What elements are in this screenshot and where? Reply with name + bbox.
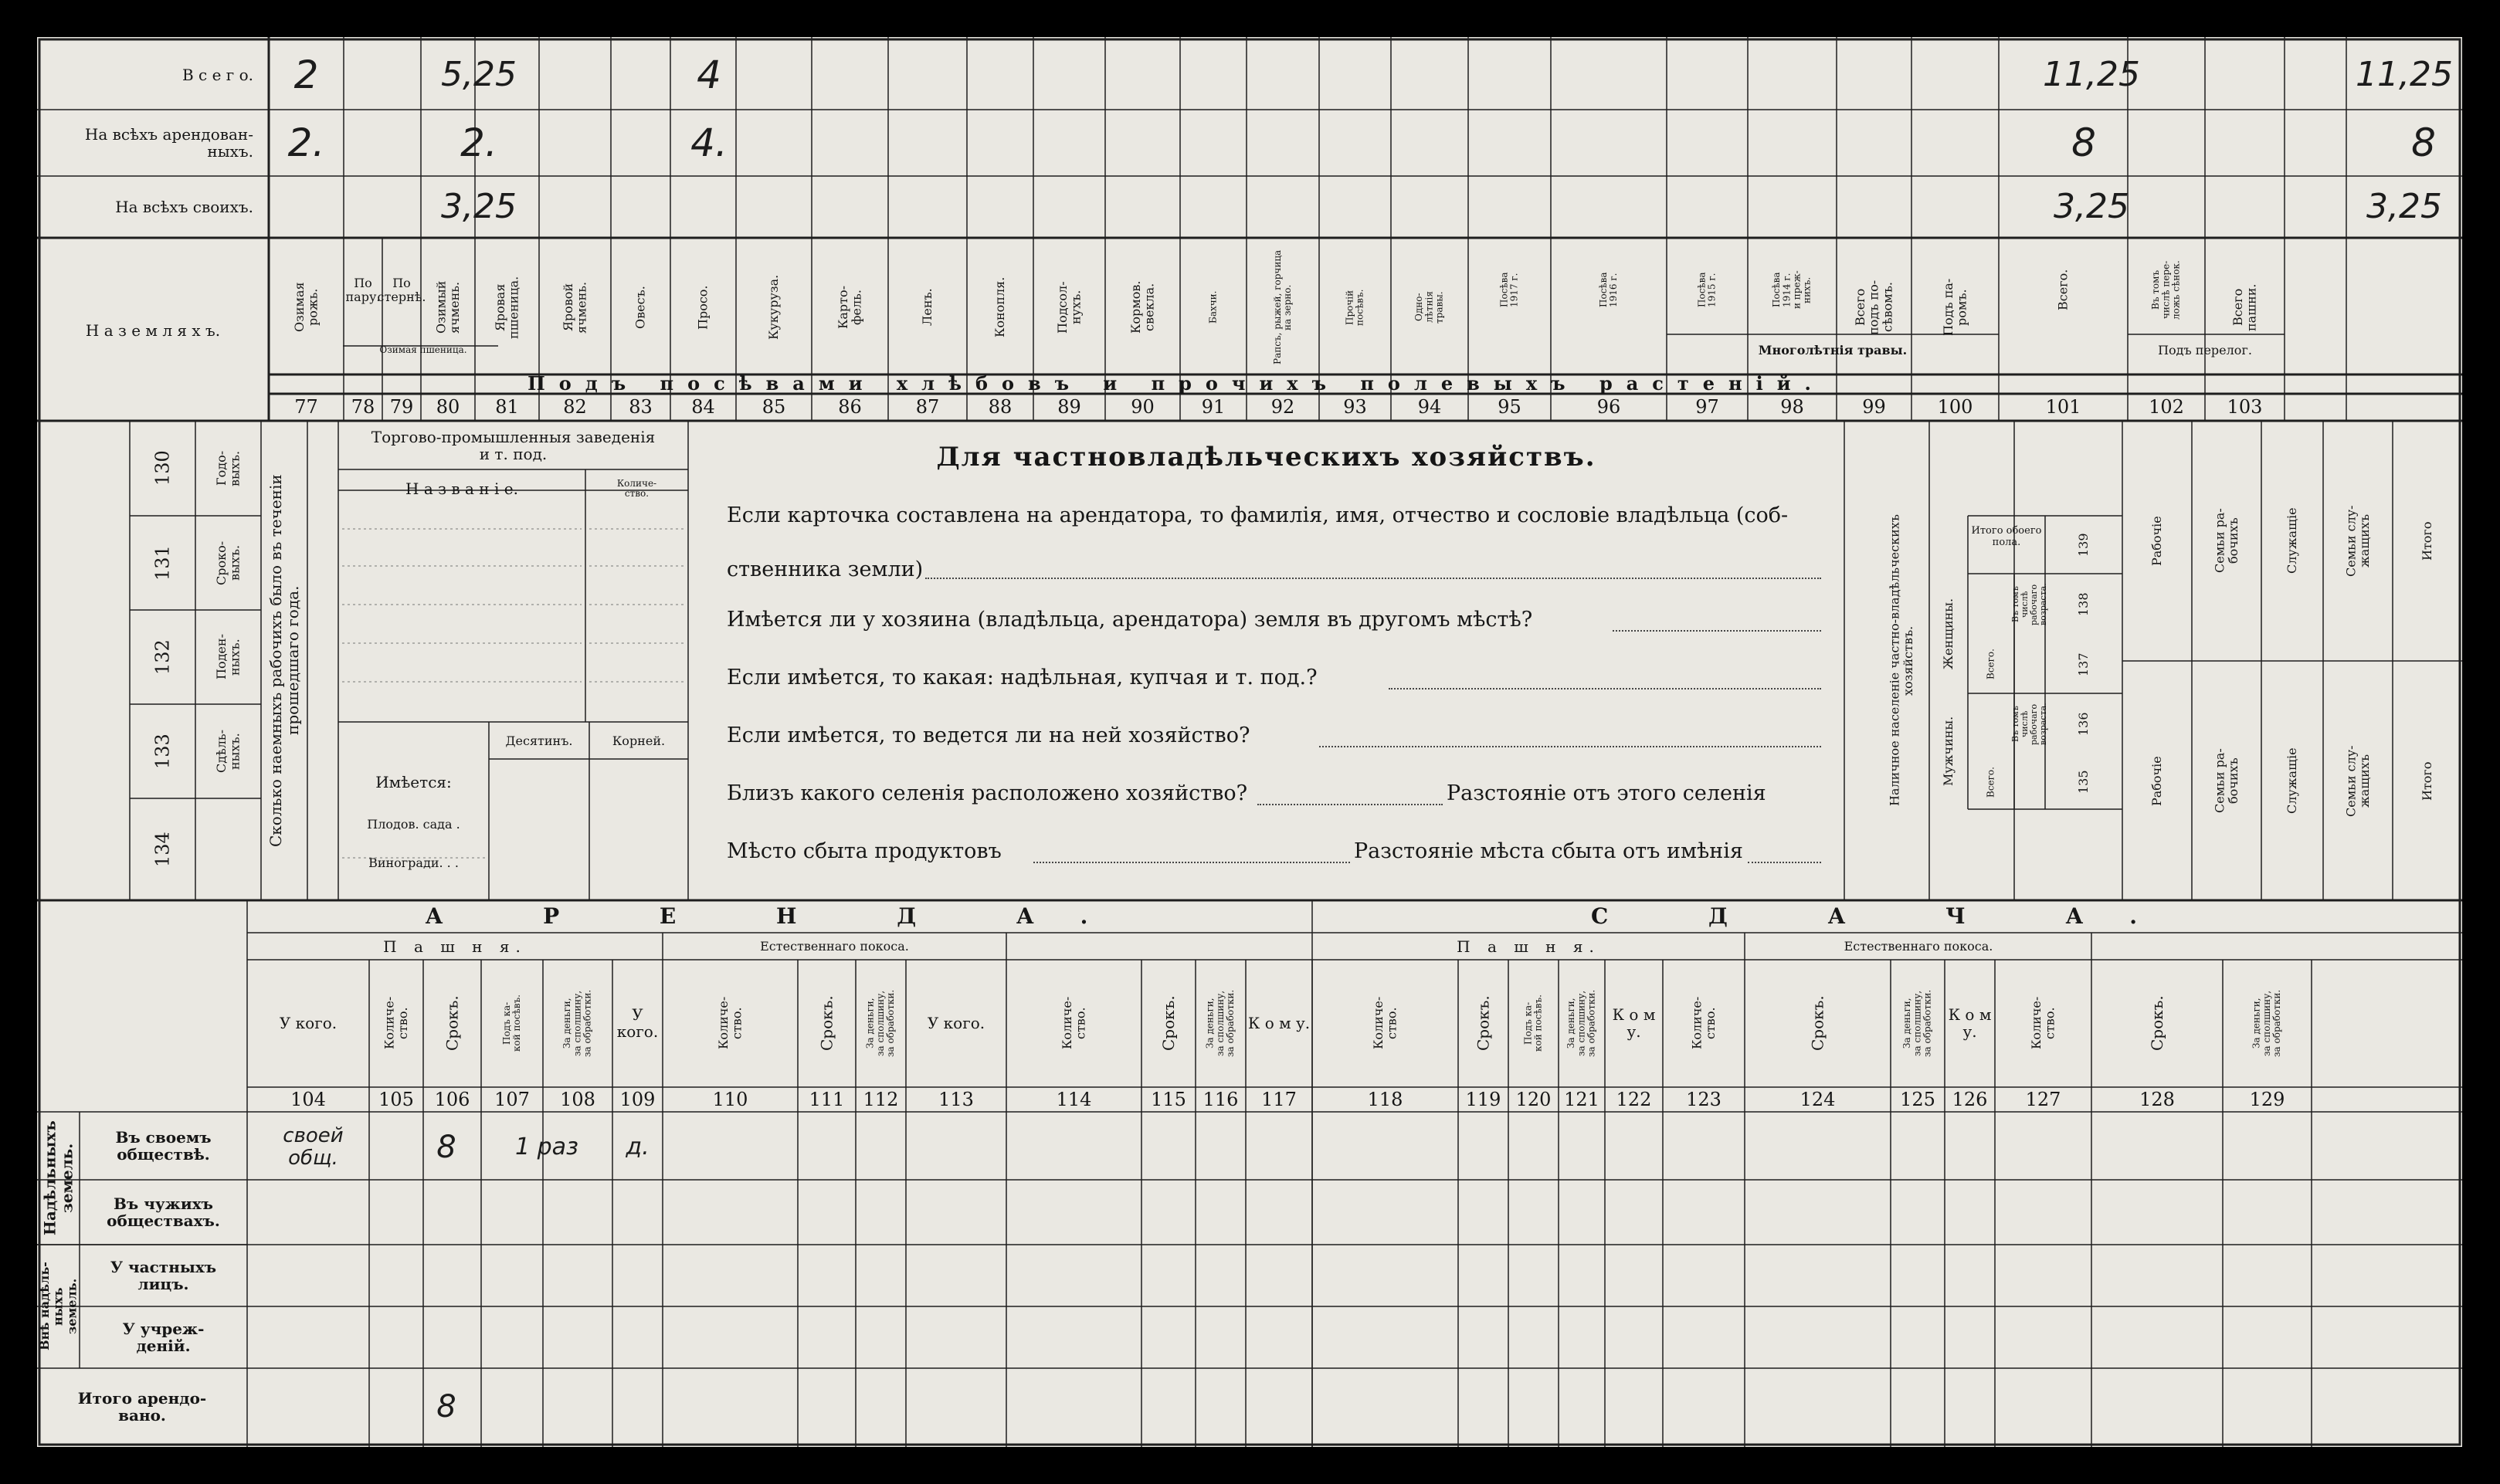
top-col-num-83: 83: [629, 396, 653, 418]
bottom-col-header-119: Срокъ.: [1474, 995, 1493, 1051]
top-col-header-81: Яровая пшеница.: [492, 276, 521, 339]
workers-label-3: Сдѣль- ныхъ.: [213, 729, 243, 774]
korney-header: Корней.: [612, 734, 666, 749]
women-working-age: Въ томъ числѣ рабочаго возраста.: [2010, 583, 2049, 626]
top-col-num-94: 94: [1417, 396, 1442, 418]
lease-hay: Естественнаго покоса.: [760, 938, 909, 954]
bottom-col-num-126: 126: [1952, 1088, 1988, 1110]
hw-rented-barley: 4.: [690, 120, 728, 165]
top-col-header-85: Кукуруза.: [766, 274, 782, 341]
men-label: Мужчины.: [1941, 716, 1956, 787]
bottom-col-header-123: Количе- ство.: [1689, 996, 1718, 1050]
trade-title: Торгово-промышленныя заведенія и т. под.: [371, 428, 656, 463]
hw-total-fallow: 5,25: [441, 54, 517, 94]
col-139: 139: [2076, 533, 2091, 557]
row-label-on-lands: Н а з е м л я х ъ.: [85, 320, 221, 340]
top-col-num-95: 95: [1498, 396, 1521, 418]
top-col-header-100: Подъ па- ромъ.: [1940, 278, 1969, 337]
bottom-col-num-113: 113: [938, 1088, 974, 1110]
top-col-header-91: Бахчи.: [1207, 290, 1219, 324]
non-allotment-lands: Внѣ надѣль- ныхъ земель.: [37, 1262, 80, 1351]
sublease-header: С Д А Ч А.: [1590, 903, 2184, 929]
bottom-col-num-108: 108: [560, 1088, 595, 1110]
lease-header: А Р Е Н Д А.: [425, 903, 1135, 929]
bottom-col-header-109: У кого.: [616, 1005, 659, 1041]
bottom-col-num-111: 111: [809, 1088, 845, 1110]
top-col-num-90: 90: [1131, 396, 1155, 418]
bottom-col-num-106: 106: [434, 1088, 470, 1110]
lease-arable: П а ш н я.: [383, 937, 527, 956]
bottom-col-header-105: Количе- ство.: [382, 996, 410, 1050]
bottom-col-header-120: Подъ ка- кой посѣвъ.: [1522, 994, 1544, 1052]
staff-top-2: Служащіе: [2285, 507, 2300, 574]
hw-own-sown: 3,25: [2054, 186, 2129, 226]
row-private-persons: У частныхъ лицъ.: [110, 1258, 217, 1293]
perennial-grass-label: Многолѣтнія травы.: [1758, 343, 1908, 358]
top-col-num-97: 97: [1695, 396, 1719, 418]
q2: Имѣется ли у хозяина (владѣльца, арендатора) земля въ другомъ мѣстѣ?: [727, 608, 1533, 632]
top-col-header-88: Конопля.: [992, 276, 1008, 338]
row-label-rented: На всѣхъ арендован- ныхъ.: [84, 125, 253, 161]
trade-name-header: Н а з в а н і е.: [405, 479, 518, 498]
top-col-num-102: 102: [2149, 396, 2184, 418]
top-col-num-99: 99: [1862, 396, 1886, 418]
women-label: Женщины.: [1941, 598, 1956, 669]
q6: Мѣсто сбыта продуктовъ: [727, 839, 1002, 864]
workers-num-132: 132: [151, 639, 174, 675]
top-col-num-96: 96: [1596, 396, 1621, 418]
workers-label-0: Годо- выхъ.: [213, 450, 243, 486]
top-col-header-78: По пару.: [345, 275, 381, 304]
staff-bottom-4: Итого: [2420, 761, 2435, 801]
workers-label-4: [195, 798, 261, 900]
hw-qty: 8: [436, 1129, 456, 1165]
sublease-hay: Естественнаго покоса.: [1844, 938, 1993, 954]
census-card: [37, 37, 2462, 1447]
q6-distance: Разстояніе мѣста сбыта отъ имѣнія: [1354, 839, 1743, 864]
workers-num-133: 133: [151, 734, 174, 769]
gardens-label: Плодов. сада .: [367, 817, 460, 832]
top-col-header-95: Посѣва 1917 г.: [1498, 272, 1520, 308]
bottom-col-num-109: 109: [619, 1088, 656, 1110]
top-col-num-85: 85: [762, 396, 786, 418]
bottom-col-header-129: За деньги, за сполшину, за обработки.: [2251, 989, 2283, 1057]
bottom-col-header-121: За деньги, за сполшину, за обработки.: [1565, 989, 1597, 1057]
col-135: 135: [2076, 770, 2091, 795]
sowing-banner: Подъ посѣвами хлѣбовъ и прочихъ полевыхъ растеній.: [527, 372, 1825, 395]
bottom-col-header-118: Количе- ство.: [1370, 996, 1399, 1050]
men-total: Всего.: [1985, 767, 1996, 798]
top-col-num-92: 92: [1270, 396, 1295, 418]
q1-line1: Если карточка составлена на арендатора, то фамилія, имя, отчество и сословіе владѣльца (соб-: [727, 503, 1789, 528]
top-col-num-82: 82: [563, 396, 587, 418]
top-col-num-89: 89: [1057, 396, 1081, 418]
fallow-label: Подъ перелог.: [2158, 343, 2252, 358]
hw-own-arable: 3,25: [2366, 186, 2442, 226]
hired-workers-title: Сколько наемныхъ рабочихъ было въ теченіи прошедшаго года.: [266, 474, 302, 847]
bottom-col-num-128: 128: [2139, 1088, 2175, 1110]
bottom-col-header-110: Количе- ство.: [715, 996, 745, 1050]
bottom-col-header-111: Срокъ.: [817, 995, 836, 1051]
row-own-society: Въ своемъ обществѣ.: [115, 1128, 212, 1164]
bottom-col-header-116: За деньги, за сполшину, за обработки.: [1204, 989, 1236, 1057]
row-label-total: В с е г о.: [181, 66, 253, 84]
allotment-lands: Надѣльныхъ земель.: [40, 1120, 76, 1236]
q1-line2: ственника земли): [727, 557, 924, 582]
bottom-col-num-121: 121: [1564, 1088, 1599, 1110]
top-col-header-93: Прочій посѣвъ.: [1344, 289, 1365, 326]
top-col-num-101: 101: [2045, 396, 2081, 418]
top-col-num-84: 84: [691, 396, 715, 418]
hw-own-fallow: 3,25: [441, 186, 517, 226]
top-col-header-101: Всего.: [2055, 269, 2071, 311]
bottom-col-header-126: К о м у.: [1948, 1005, 1992, 1041]
bottom-col-num-119: 119: [1465, 1088, 1501, 1110]
q5-distance: Разстояніе отъ этого селенія: [1447, 781, 1766, 806]
hw-total-qty: 8: [436, 1389, 456, 1425]
top-col-header-99: Всего подъ по- сѣвомъ.: [1853, 280, 1895, 335]
top-col-num-86: 86: [838, 396, 862, 418]
hw-terms-money: д.: [626, 1133, 650, 1160]
bottom-col-header-108: За деньги, за сполшину, за обработки.: [561, 989, 593, 1057]
workers-label-2: Поден- ныхъ.: [213, 634, 243, 680]
bottom-col-num-117: 117: [1261, 1088, 1297, 1110]
sublease-arable: П а ш н я.: [1457, 937, 1600, 956]
staff-bottom-3: Семьи слу- жащихъ: [2343, 745, 2372, 817]
hw-rented-fallow: 2.: [460, 120, 497, 165]
top-col-num-93: 93: [1343, 396, 1367, 418]
private-farms-title: Для частновладѣльческихъ хозяйствъ.: [936, 442, 1596, 473]
has-label: Имѣется:: [375, 773, 452, 791]
top-col-header-94: Одно- лѣтнія травы.: [1413, 291, 1445, 324]
bottom-col-header-117: К о м у.: [1247, 1014, 1311, 1032]
top-col-header-82: Яровой ячмень.: [560, 281, 589, 334]
row-label-own: На всѣхъ своихъ.: [115, 198, 253, 216]
hw-term: 1 раз: [514, 1133, 578, 1160]
top-col-header-89: Подсол- нухъ.: [1054, 281, 1084, 334]
top-col-num-91: 91: [1201, 396, 1226, 418]
winter-wheat-label: Озимая пшеница.: [379, 344, 467, 356]
top-col-num-80: 80: [436, 396, 460, 418]
hw-total-barley: 4: [697, 52, 721, 97]
bottom-col-num-120: 120: [1515, 1088, 1552, 1110]
top-col-num-100: 100: [1937, 396, 1973, 418]
trade-qty-header: Количе- ство.: [616, 477, 657, 499]
bottom-col-num-123: 123: [1686, 1088, 1722, 1110]
bottom-col-header-104: У кого.: [279, 1014, 338, 1032]
top-col-num-77: 77: [294, 396, 318, 418]
top-col-header-103: Всего пашни.: [2230, 283, 2259, 331]
row-institutions: У учреж- деній.: [122, 1320, 205, 1355]
bottom-col-num-116: 116: [1203, 1088, 1239, 1110]
hw-rented-rye: 2.: [287, 120, 325, 165]
bottom-col-num-110: 110: [712, 1088, 748, 1110]
bottom-col-header-122: К о м у.: [1612, 1005, 1656, 1041]
total-both-sexes: Итого обоего пола.: [1971, 525, 2042, 548]
top-col-num-98: 98: [1780, 396, 1804, 418]
hw-from-whom: своей общ.: [283, 1123, 344, 1170]
top-col-header-87: Ленъ.: [920, 288, 935, 327]
q4: Если имѣется, то ведется ли на ней хозяйство?: [727, 723, 1250, 748]
q3: Если имѣется, то какая: надѣльная, купчая и т. под.?: [727, 666, 1318, 690]
top-col-header-77: Озимая рожь.: [291, 282, 321, 333]
bottom-col-num-118: 118: [1367, 1088, 1403, 1110]
bottom-col-num-105: 105: [378, 1088, 414, 1110]
bottom-col-header-128: Срокъ.: [2148, 995, 2166, 1051]
bottom-col-num-112: 112: [863, 1088, 899, 1110]
population-title: Наличное населеніе частно-владѣльческихъ хозяйствъ.: [1887, 514, 1915, 807]
top-col-header-97: Посѣва 1915 г.: [1696, 272, 1718, 308]
col-136: 136: [2076, 712, 2091, 737]
top-col-num-79: 79: [389, 396, 414, 418]
bottom-col-header-127: Количе- ство.: [2028, 996, 2057, 1050]
bottom-col-num-122: 122: [1616, 1088, 1652, 1110]
hw-total-sown: 11,25: [2043, 54, 2140, 94]
top-col-header-80: Озимый ячмень.: [433, 280, 462, 334]
top-col-num-78: 78: [351, 396, 375, 418]
top-col-header-90: Кормов. свекла.: [1128, 280, 1157, 334]
bottom-col-header-125: За деньги, за сполшину, за обработки.: [1901, 989, 1933, 1057]
bottom-col-num-104: 104: [290, 1088, 326, 1110]
hw-rented-arable: 8: [2411, 120, 2436, 165]
bottom-col-header-112: За деньги, за сполшину, за обработки.: [864, 989, 897, 1057]
q5: Близъ какого селенія расположено хозяйство?: [727, 781, 1248, 806]
top-col-header-84: Просо.: [695, 285, 711, 330]
bottom-col-num-125: 125: [1900, 1088, 1935, 1110]
row-total-leased: Итого арендо- вано.: [77, 1389, 207, 1425]
top-col-header-98: Посѣва 1914 г. и преж- нихъ.: [1771, 270, 1813, 310]
bottom-col-num-107: 107: [494, 1088, 530, 1110]
bottom-col-num-129: 129: [2249, 1088, 2285, 1110]
bottom-col-header-124: Срокъ.: [1808, 995, 1827, 1051]
bottom-col-header-106: Срокъ.: [443, 995, 462, 1051]
staff-bottom-1: Семьи ра- бочихъ: [2212, 748, 2241, 814]
top-col-header-79: По стернѣ.: [377, 275, 426, 304]
workers-num-130: 130: [151, 450, 174, 486]
vineyards-label: Виногради. . .: [368, 856, 459, 871]
top-col-num-87: 87: [915, 396, 940, 418]
top-col-header-83: Овесъ.: [633, 286, 648, 329]
staff-top-4: Итого: [2420, 521, 2435, 561]
hw-total-arable: 11,25: [2356, 54, 2453, 94]
women-total: Всего.: [1985, 649, 1996, 680]
top-col-num-81: 81: [495, 396, 519, 418]
hw-rented-sown: 8: [2071, 120, 2096, 165]
workers-label-1: Сроко- выхъ.: [213, 540, 243, 585]
men-working-age: Въ томъ числѣ рабочаго возраста.: [2010, 703, 2049, 746]
top-col-header-102: Въ томъ числѣ пере- ложь сѣнок.: [2150, 260, 2182, 320]
bottom-col-header-107: Подъ ка- кой посѣвъ.: [500, 994, 522, 1052]
bottom-col-header-115: Срокъ.: [1159, 995, 1178, 1051]
bottom-col-num-124: 124: [1800, 1088, 1836, 1110]
col-138: 138: [2076, 592, 2091, 617]
col-137: 137: [2076, 652, 2091, 676]
staff-top-0: Рабочіе: [2149, 516, 2165, 566]
staff-bottom-0: Рабочіе: [2149, 756, 2165, 806]
top-col-num-103: 103: [2227, 396, 2263, 418]
top-col-num-88: 88: [988, 396, 1013, 418]
bottom-col-header-113: У кого.: [927, 1014, 985, 1032]
top-col-header-96: Посѣва 1916 г.: [1597, 272, 1619, 308]
bottom-col-num-114: 114: [1056, 1088, 1092, 1110]
bottom-col-num-127: 127: [2025, 1088, 2061, 1110]
desyatin-header: Десятинъ.: [505, 734, 573, 749]
row-other-societies: Въ чужихъ обществахъ.: [107, 1194, 220, 1230]
staff-bottom-2: Служащіе: [2285, 747, 2300, 815]
workers-num-134: 134: [151, 832, 174, 867]
hw-total-rye: 2: [293, 52, 319, 97]
top-col-header-92: Рапсъ, рыжей, горчица на зерно.: [1271, 249, 1293, 365]
workers-num-131: 131: [151, 545, 174, 581]
staff-top-1: Семьи ра- бочихъ: [2212, 508, 2241, 574]
staff-top-3: Семьи слу- жащихъ: [2343, 505, 2372, 577]
bottom-col-header-114: Количе- ство.: [1059, 996, 1088, 1050]
bottom-col-num-115: 115: [1151, 1088, 1186, 1110]
top-col-header-86: Карто- фель.: [835, 285, 864, 330]
